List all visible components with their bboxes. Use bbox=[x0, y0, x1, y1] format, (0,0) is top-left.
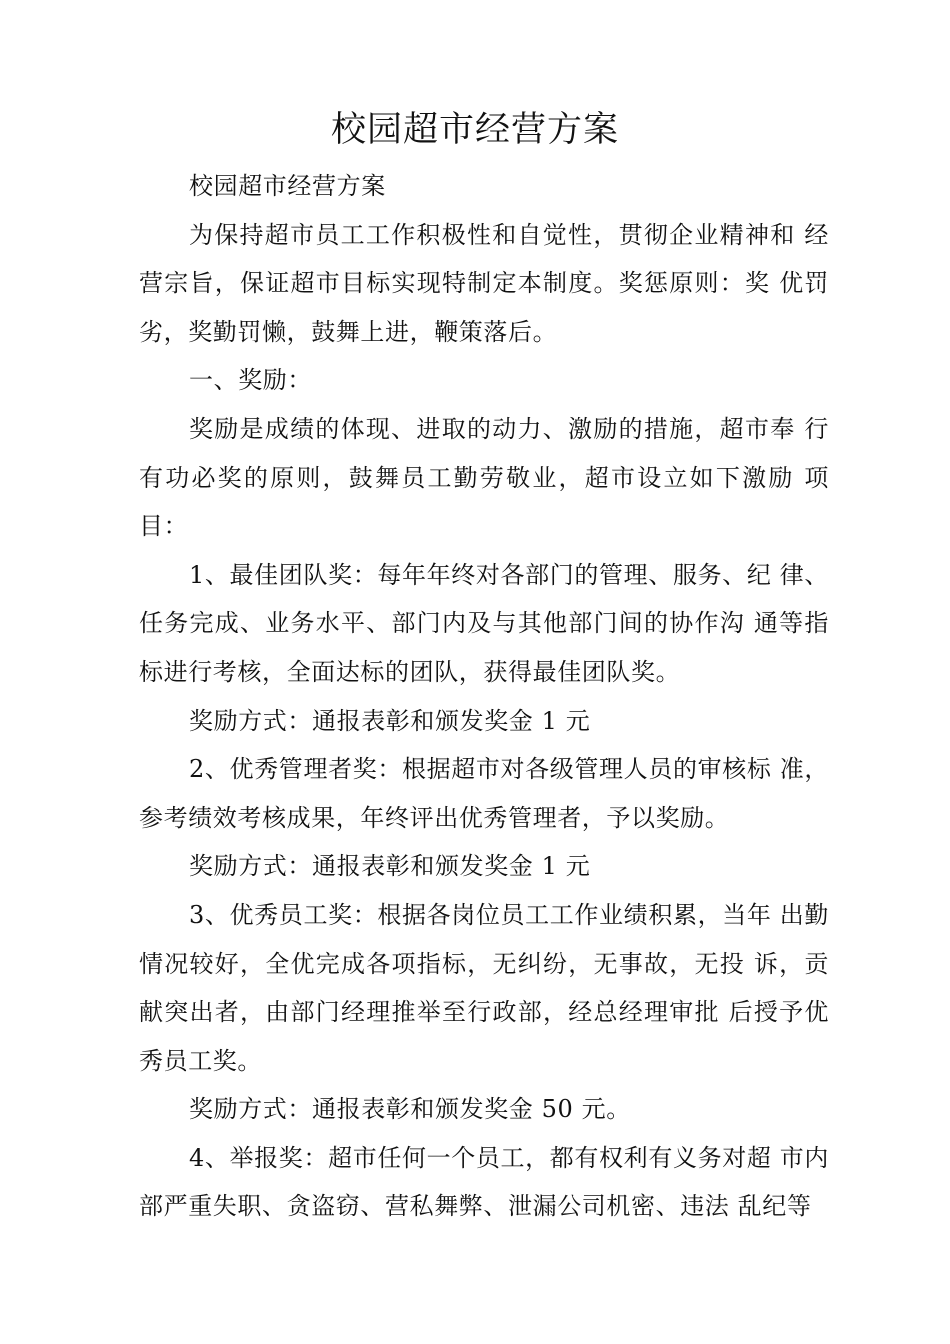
paragraph-rewards-intro: 奖励是成绩的体现、进取的动力、激励的措施，超市奉 行有功必奖的原则，鼓舞员工勤劳敬业，超市设立如下激励 项目： bbox=[139, 414, 829, 541]
document-title: 校园超市经营方案 bbox=[330, 110, 619, 150]
paragraph-whistleblower-award: 4、举报奖：超市任何一个员工，都有权利有义务对超 市内部严重失职、贪盗窃、营私舞弊、泄漏公司机密、违法 乱纪等 bbox=[139, 1143, 829, 1221]
paragraph-best-manager-award: 2、优秀管理者奖：根据超市对各级管理人员的审核标 准，参考绩效考核成果，年终评出优秀管理者，予以奖励。 bbox=[139, 755, 829, 832]
section-heading-rewards: 一、奖励： bbox=[189, 366, 312, 395]
paragraph-award-method-1: 奖励方式：通报表彰和颁发奖金 1 元 bbox=[189, 706, 591, 735]
paragraph-best-team-award: 1、最佳团队奖：每年年终对各部门的管理、服务、纪 律、任务完成、业务水平、部门内及与其他部门间的协作沟 通等指标进行考核，全面达标的团队，获得最佳团队奖。 bbox=[139, 560, 829, 686]
paragraph-award-method-3: 奖励方式：通报表彰和颁发奖金 50 元。 bbox=[189, 1095, 631, 1124]
paragraph-intro: 为保持超市员工工作积极性和自觉性，贯彻企业精神和 经营宗旨，保证超市目标实现特制定本制度。奖惩原则：奖 优罚劣，奖勤罚懒，鼓舞上进，鞭策落后。 bbox=[139, 220, 829, 346]
paragraph-award-method-2: 奖励方式：通报表彰和颁发奖金 1 元 bbox=[189, 852, 591, 881]
paragraph-subtitle: 校园超市经营方案 bbox=[189, 172, 386, 200]
paragraph-best-employee-award: 3、优秀员工奖：根据各岗位员工工作业绩积累，当年 出勤情况较好，全优完成各项指标，无纠纷，无事故，无投 诉，贡献突出者，由部门经理推举至行政部，经总经理审批 后授予优秀员工奖。 bbox=[139, 900, 829, 1075]
document-body bbox=[139, 162, 829, 1231]
